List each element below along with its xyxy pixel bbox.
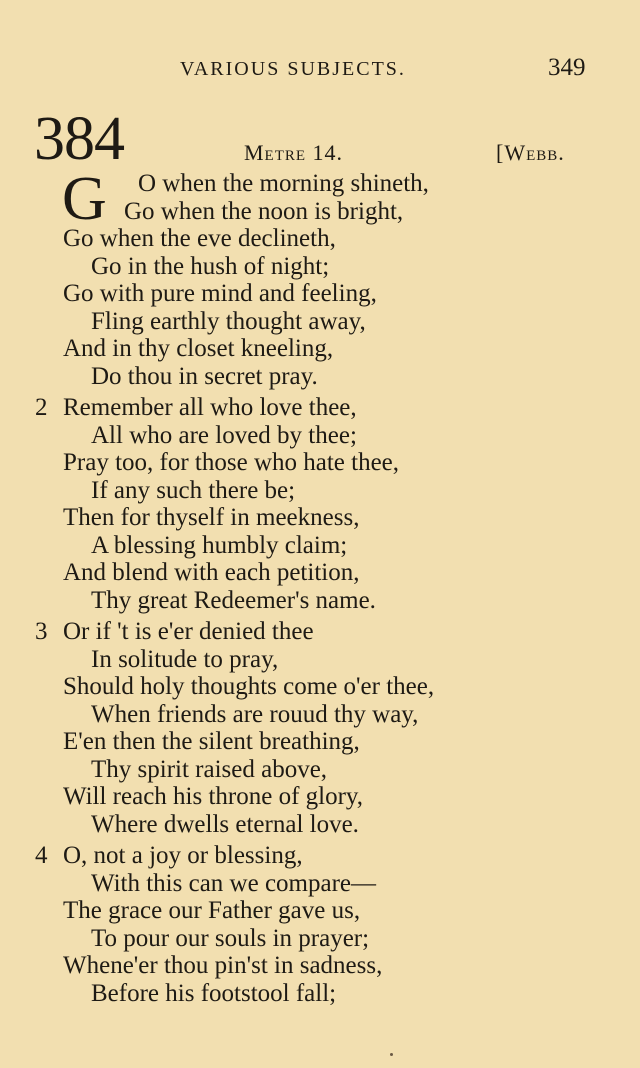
verse-line xyxy=(0,587,640,615)
verse-line-text: Go in the hush of night; xyxy=(91,252,330,280)
verse-line xyxy=(0,783,640,811)
verse-line xyxy=(0,394,640,422)
verse-line xyxy=(0,925,640,953)
verse-line xyxy=(0,646,640,674)
verse-line xyxy=(0,363,640,391)
verse-line xyxy=(0,952,640,980)
verse-line-text: With this can we compare— xyxy=(91,869,377,897)
verse-number: 4 xyxy=(35,842,48,869)
verse-line xyxy=(0,756,640,784)
verse-line-text: Should holy thoughts come o'er thee, xyxy=(63,673,435,700)
verse-line xyxy=(0,253,640,281)
verse-3 xyxy=(0,618,640,838)
verse-line xyxy=(0,701,640,729)
verse-line-text: Or if 't is e'er denied thee xyxy=(63,618,314,645)
verse-line-text: If any such there be; xyxy=(91,476,296,504)
verse-line-text: Will reach his throne of glory, xyxy=(63,783,364,810)
verse-line-text: Thy spirit raised above, xyxy=(91,755,328,783)
verse-line-text: And in thy closet kneeling, xyxy=(63,335,334,362)
verse-line xyxy=(0,870,640,898)
verse-line-text: Go when the noon is bright, xyxy=(124,197,404,225)
verse-line xyxy=(0,422,640,450)
verse-line-text: To pour our souls in prayer; xyxy=(91,924,370,952)
verse-line-text: Before his footstool fall; xyxy=(91,979,337,1007)
verse-line xyxy=(0,449,640,477)
verse-line xyxy=(0,308,640,336)
verse-line xyxy=(0,842,640,870)
verse-4 xyxy=(0,842,640,1007)
verse-line xyxy=(0,559,640,587)
verse-line xyxy=(0,280,640,308)
verse-line-text: Then for thyself in meekness, xyxy=(63,504,360,531)
verse-line-text: The grace our Father gave us, xyxy=(63,897,361,924)
verse-line-text: A blessing humbly claim; xyxy=(91,531,348,559)
verse-line-text: Go with pure mind and feeling, xyxy=(63,280,377,307)
hymn-tune: [Webb. xyxy=(496,140,565,165)
verse-line xyxy=(0,170,640,198)
verse-line xyxy=(0,980,640,1008)
verse-line-text: Pray too, for those who hate thee, xyxy=(63,449,400,476)
verse-line-text: Where dwells eternal love. xyxy=(91,810,359,838)
verse-line xyxy=(0,673,640,701)
verse-line-text: Go when the eve declineth, xyxy=(63,225,336,252)
drop-cap: G xyxy=(62,165,107,233)
verse-line xyxy=(0,728,640,756)
verse-line-text: Do thou in secret pray. xyxy=(91,362,318,390)
print-speck xyxy=(390,1053,393,1056)
verse-line-text: Thy great Redeemer's name. xyxy=(91,586,376,614)
page-number: 349 xyxy=(548,54,586,81)
verse-line xyxy=(0,618,640,646)
hymn-metre: Metre 14. xyxy=(244,140,344,165)
verse-line-text: When friends are rouud thy way, xyxy=(91,700,419,728)
verse-line-text: E'en then the silent breathing, xyxy=(63,728,360,755)
verse-line-text: Remember all who love thee, xyxy=(63,394,357,421)
verse-line xyxy=(0,897,640,925)
verse-line-text: All who are loved by thee; xyxy=(91,421,357,449)
verse-line xyxy=(0,504,640,532)
verse-number: 3 xyxy=(35,618,48,645)
verse-line xyxy=(0,532,640,560)
verse-line-text: O, not a joy or blessing, xyxy=(63,842,303,869)
verse-line xyxy=(0,335,640,363)
verse-line-text: Fling earthly thought away, xyxy=(91,307,366,335)
verse-number: 2 xyxy=(35,394,48,421)
running-header: VARIOUS SUBJECTS. xyxy=(180,58,406,80)
verse-line xyxy=(0,198,640,226)
verse-line xyxy=(0,477,640,505)
verse-line xyxy=(0,225,640,253)
verse-line xyxy=(0,811,640,839)
hymn-number: 384 xyxy=(34,105,124,173)
verse-line-text: Whene'er thou pin'st in sadness, xyxy=(63,952,383,979)
verse-line-text: O when the morning shineth, xyxy=(138,170,429,197)
verse-line-text: In solitude to pray, xyxy=(91,645,279,673)
verse-1 xyxy=(0,165,640,390)
verse-line-text: And blend with each petition, xyxy=(63,559,360,586)
verse-2 xyxy=(0,394,640,614)
hymn-verses xyxy=(0,165,640,1011)
